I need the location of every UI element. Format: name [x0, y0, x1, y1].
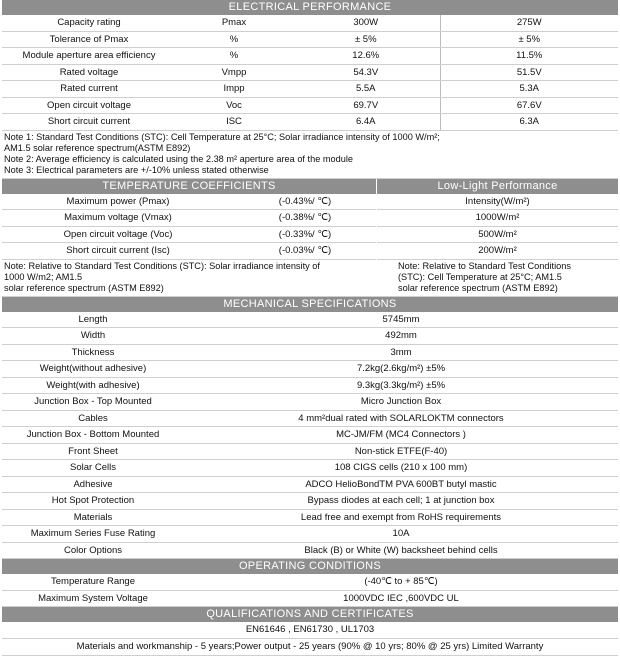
table-cell: Thickness — [2, 344, 184, 361]
table-cell: Short circuit current (Isc) — [2, 243, 234, 260]
table-cell: Maximum voltage (Vmax) — [2, 210, 234, 227]
table-cell: 10A — [184, 526, 618, 543]
table-cell: 5.5A — [292, 81, 440, 98]
electrical-row — [2, 31, 618, 48]
table-cell: ± 5% — [292, 31, 440, 48]
note-line: solar reference spectrum (ASTM E892) — [398, 283, 558, 294]
temperature-table — [2, 194, 376, 260]
table-cell: ADCO HelioBondTM PVA 600BT butyl mastic — [184, 476, 618, 493]
lowlight-row — [377, 194, 618, 210]
table-cell: 200W/m² — [377, 243, 618, 260]
table-cell: 6.4A — [292, 114, 440, 131]
table-cell: Short circuit current — [2, 114, 176, 131]
table-cell: Temperature Range — [2, 574, 184, 590]
table-cell: 5745mm — [184, 312, 618, 328]
table-cell: Weight(with adhesive) — [2, 377, 184, 394]
table-cell: Hot Spot Protection — [2, 493, 184, 510]
mechanical-row — [2, 460, 618, 477]
operating-table — [2, 574, 618, 607]
table-cell: Maximum System Voltage — [2, 590, 184, 607]
qualifications-header: QUALIFICATIONS AND CERTIFICATES — [2, 607, 618, 622]
lowlight-row — [377, 243, 618, 260]
table-cell: 54.3V — [292, 64, 440, 81]
mechanical-row — [2, 542, 618, 559]
electrical-row — [2, 64, 618, 81]
temperature-notes — [2, 260, 618, 297]
table-cell: ± 5% — [440, 31, 618, 48]
electrical-header: ELECTRICAL PERFORMANCE — [2, 0, 618, 15]
mechanical-row — [2, 509, 618, 526]
mechanical-row — [2, 427, 618, 444]
electrical-row — [2, 114, 618, 131]
certificates-line: EN61646 , EN61730 , UL1703 — [2, 622, 618, 639]
table-cell: Junction Box - Top Mounted — [2, 394, 184, 411]
table-cell: Length — [2, 312, 184, 328]
table-cell: Micro Junction Box — [184, 394, 618, 411]
table-cell: % — [176, 31, 292, 48]
table-cell: Open circuit voltage (Voc) — [2, 226, 234, 243]
table-cell: 108 CIGS cells (210 x 100 mm) — [184, 460, 618, 477]
table-cell: Adhesive — [2, 476, 184, 493]
warranty-line: Materials and workmanship - 5 years;Power output - 25 years (90% @ 10 yrs; 80% @ 25 yrs) Limited Warranty — [2, 639, 618, 656]
note-line: Note 1: Standard Test Conditions (STC): Cell Temperature at 25°C; Solar irradiance intensity of 1000 W/m²; — [4, 131, 440, 142]
table-cell: (-0.33%/ ℃) — [234, 226, 376, 243]
lowlight-row — [377, 226, 618, 243]
mechanical-row — [2, 476, 618, 493]
table-cell: Capacity rating — [2, 15, 176, 31]
electrical-table — [2, 15, 618, 131]
temperature-header: TEMPERATURE COEFFICIENTS — [2, 179, 376, 194]
table-cell: ISC — [176, 114, 292, 131]
table-cell: Junction Box - Bottom Mounted — [2, 427, 184, 444]
table-cell: Width — [2, 328, 184, 345]
table-cell: (-0.38%/ ℃) — [234, 210, 376, 227]
operating-row — [2, 574, 618, 590]
table-cell: Lead free and exempt from RoHS requirements — [184, 509, 618, 526]
table-cell: % — [176, 48, 292, 65]
mechanical-row — [2, 410, 618, 427]
mechanical-row — [2, 443, 618, 460]
table-cell: 7.2kg(2.6kg/m²) ±5% — [184, 361, 618, 378]
table-cell: Module aperture area efficiency — [2, 48, 176, 65]
table-cell: (-0.03%/ ℃) — [234, 243, 376, 260]
note-line: Note 2: Average efficiency is calculated using the 2.38 m² aperture area of the module — [4, 154, 353, 165]
table-cell: Front Sheet — [2, 443, 184, 460]
table-cell: 1000W/m² — [377, 210, 618, 227]
table-cell: 6.3A — [440, 114, 618, 131]
table-cell: Maximum Series Fuse Rating — [2, 526, 184, 543]
mechanical-header: MECHANICAL SPECIFICATIONS — [2, 297, 618, 312]
table-cell: 69.7V — [292, 97, 440, 114]
mechanical-table — [2, 312, 618, 560]
table-cell: MC-JM/FM (MC4 Connectors ) — [184, 427, 618, 444]
mechanical-row — [2, 493, 618, 510]
table-cell: 500W/m² — [377, 226, 618, 243]
table-cell: Black (B) or White (W) backsheet behind cells — [184, 542, 618, 559]
table-cell: (-40℃ to + 85℃) — [184, 574, 618, 590]
mechanical-row — [2, 377, 618, 394]
table-cell: 275W — [440, 15, 618, 31]
table-cell: 67.6V — [440, 97, 618, 114]
table-cell: 9.3kg(3.3kg/m²) ±5% — [184, 377, 618, 394]
spec-sheet — [2, 0, 618, 656]
table-cell: Vmpp — [176, 64, 292, 81]
table-cell: Weight(without adhesive) — [2, 361, 184, 378]
note-line: 1000 W/m2; AM1.5 — [4, 271, 83, 282]
table-cell: 11.5% — [440, 48, 618, 65]
table-cell: 12.6% — [292, 48, 440, 65]
mechanical-row — [2, 344, 618, 361]
mechanical-row — [2, 361, 618, 378]
table-cell: Open circuit voltage — [2, 97, 176, 114]
table-cell: 300W — [292, 15, 440, 31]
temperature-lowlight-section — [2, 179, 618, 260]
electrical-row — [2, 15, 618, 31]
mechanical-row — [2, 394, 618, 411]
temperature-row — [2, 226, 376, 243]
table-cell: Rated current — [2, 81, 176, 98]
table-cell: 4 mm²dual rated with SOLARLOKTM connectors — [184, 410, 618, 427]
table-cell: Solar Cells — [2, 460, 184, 477]
lowlight-row — [377, 210, 618, 227]
table-cell: Bypass diodes at each cell; 1 at junction box — [184, 493, 618, 510]
note-line: AM1.5 solar reference spectrum(ASTM E892) — [4, 142, 191, 153]
electrical-row — [2, 97, 618, 114]
table-cell: 1000VDC IEC ,600VDC UL — [184, 590, 618, 607]
note-line: Note: Relative to Standard Test Conditions (STC): Solar irradiance intensity of — [4, 260, 320, 271]
table-cell: Non-stick ETFE(F-40) — [184, 443, 618, 460]
temperature-row — [2, 194, 376, 210]
table-cell: Intensity(W/m²) — [377, 194, 618, 210]
lowlight-table — [377, 194, 618, 260]
table-cell: Cables — [2, 410, 184, 427]
mechanical-row — [2, 312, 618, 328]
mechanical-row — [2, 328, 618, 345]
temperature-row — [2, 243, 376, 260]
table-cell: Color Options — [2, 542, 184, 559]
lowlight-header: Low-Light Performance — [377, 179, 618, 194]
note-line: (STC): Cell Temperature at 25°C; AM1.5 — [398, 271, 562, 282]
table-cell: 5.3A — [440, 81, 618, 98]
table-cell: Tolerance of Pmax — [2, 31, 176, 48]
mechanical-row — [2, 526, 618, 543]
electrical-row — [2, 48, 618, 65]
temperature-row — [2, 210, 376, 227]
table-cell: Impp — [176, 81, 292, 98]
table-cell: Maximum power (Pmax) — [2, 194, 234, 210]
table-cell: Pmax — [176, 15, 292, 31]
electrical-row — [2, 81, 618, 98]
table-cell: Materials — [2, 509, 184, 526]
note-line: solar reference spectrum (ASTM E892) — [4, 283, 164, 294]
note-line: Note: Relative to Standard Test Conditions — [398, 260, 571, 271]
table-cell: 492mm — [184, 328, 618, 345]
table-cell: (-0.43%/ ℃) — [234, 194, 376, 210]
note-line: Note 3: Electrical parameters are +/-10% unless stated otherwise — [4, 165, 269, 176]
electrical-notes — [2, 131, 618, 179]
table-cell: 51.5V — [440, 64, 618, 81]
operating-header: OPERATING CONDITIONS — [2, 559, 618, 574]
table-cell: Voc — [176, 97, 292, 114]
table-cell: Rated voltage — [2, 64, 176, 81]
table-cell: 3mm — [184, 344, 618, 361]
operating-row — [2, 590, 618, 607]
